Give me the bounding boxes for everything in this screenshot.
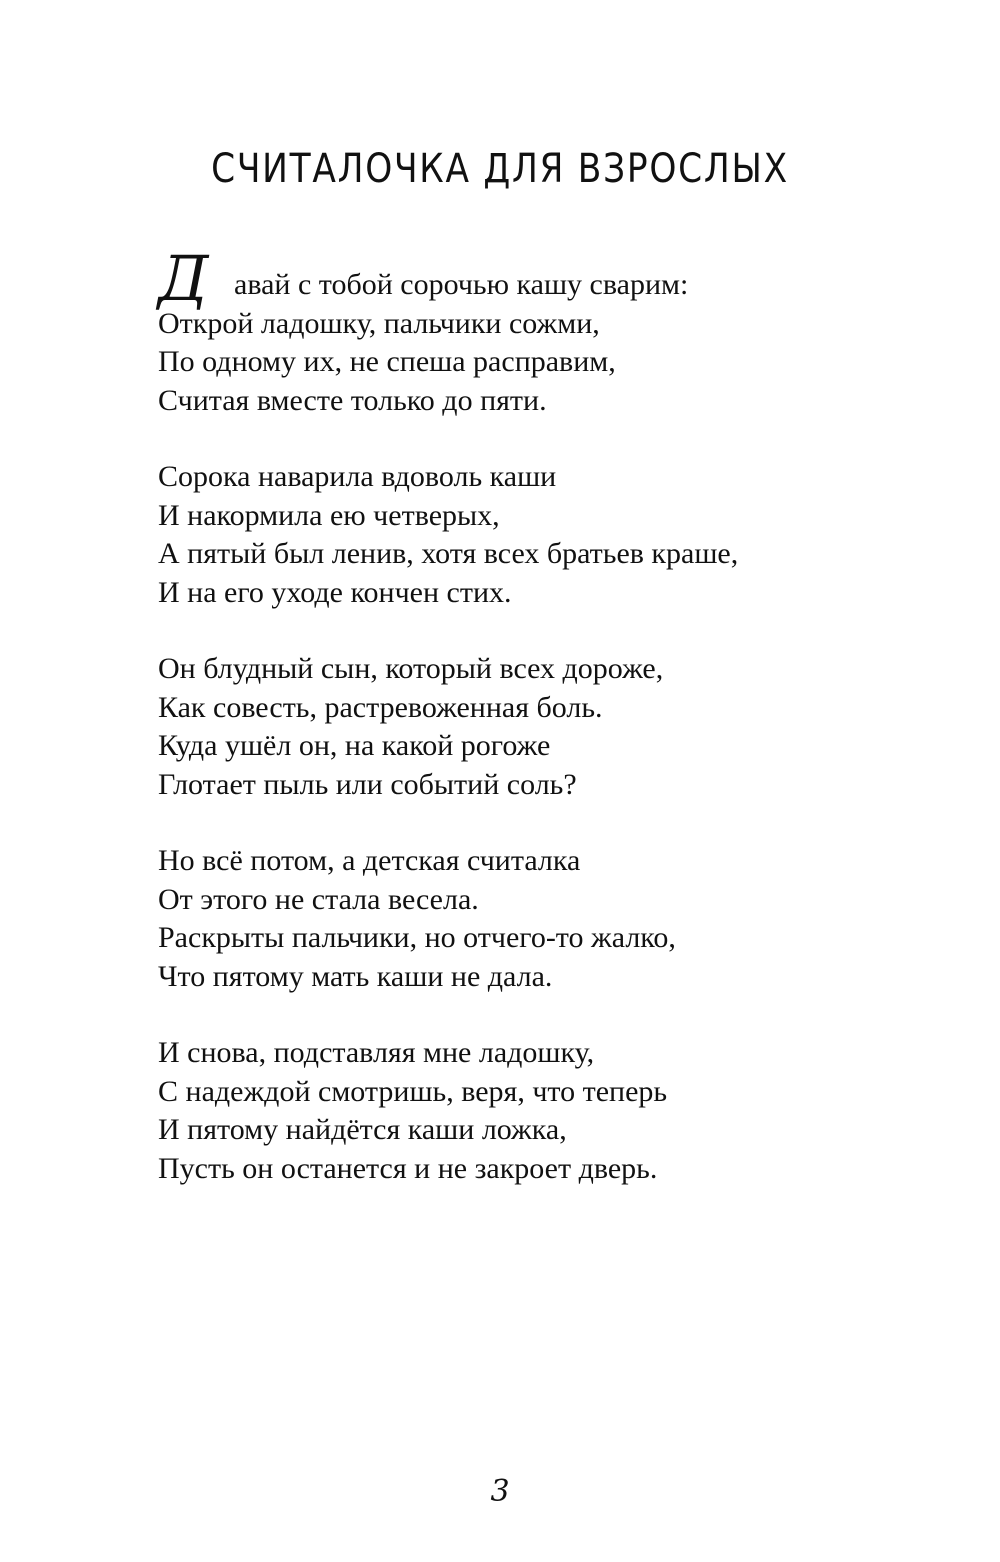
stanza-3 [158, 650, 918, 804]
poem-line: По одному их, не спеша расправим, [158, 345, 616, 378]
page-number: 3 [490, 1474, 510, 1509]
stanza-1 [158, 242, 918, 420]
poem-line: Открой ладошку, пальчики сожми, [158, 306, 600, 340]
poem-line: А пятый был ленив, хотя всех братьев краше, [158, 537, 739, 570]
poem-line: Раскрыты пальчики, но отчего-то жалко, [158, 921, 676, 954]
poem-line: И на его уходе кончен стих. [158, 575, 512, 609]
poem-body [158, 242, 918, 1226]
drop-cap: Д [158, 242, 209, 315]
poem-line: С надеждой смотришь, веря, что теперь [158, 1074, 668, 1108]
poem-line: Куда ушёл он, на какой рогоже [158, 729, 551, 762]
poem-line: Считая вместе только до пяти. [158, 383, 547, 417]
stanza-5 [158, 1034, 918, 1188]
poem-line: Но всё потом, а детская считалка [158, 844, 581, 877]
poem-line: И снова, подставляя мне ладошку, [158, 1036, 595, 1069]
poem-line: Пусть он останется и не закроет дверь. [158, 1151, 658, 1185]
poem-line: Как совесть, растревоженная боль. [158, 690, 603, 724]
poem-line: Глотает пыль или событий соль? [158, 767, 577, 801]
poem-line: Что пятому мать каши не дала. [158, 959, 553, 993]
first-line-text: авай с тобой сорочью кашу сварим: [234, 268, 689, 301]
stanza-4 [158, 842, 918, 996]
stanza-2 [158, 458, 918, 612]
poem-line: От этого не стала весела. [158, 882, 479, 916]
poem-line [158, 242, 918, 315]
poem-line: Сорока наварила вдоволь каши [158, 460, 557, 493]
poem-line: И пятому найдётся каши ложка, [158, 1113, 567, 1146]
poem-line: Он блудный сын, который всех дороже, [158, 652, 664, 685]
poem-line: И накормила ею четверых, [158, 498, 500, 532]
poem-title: СЧИТАЛОЧКА ДЛЯ ВЗРОСЛЫХ [211, 146, 789, 192]
